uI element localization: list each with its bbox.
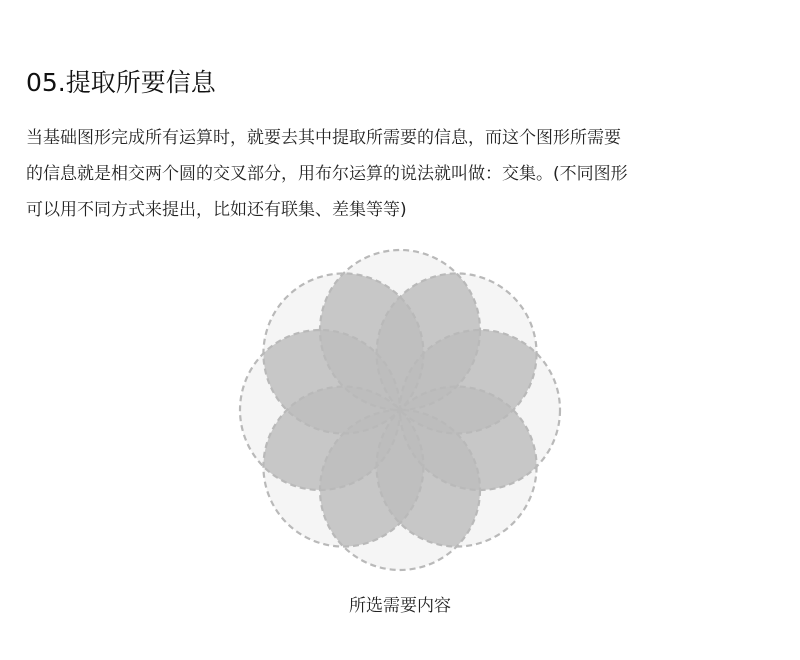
paragraph-line: 当基础图形完成所有运算时，就要去其中提取所需要的信息，而这个图形所需要 [26,128,621,148]
paragraph-line: 可以用不同方式来提出，比如还有联集、差集等等) [26,200,407,220]
paragraph-line: 的信息就是相交两个圆的交叉部分，用布尔运算的说法就叫做：交集。(不同图形 [26,164,628,184]
figure-caption: 所选需要内容 [349,596,451,616]
section-title: 05.提取所要信息 [26,68,216,97]
